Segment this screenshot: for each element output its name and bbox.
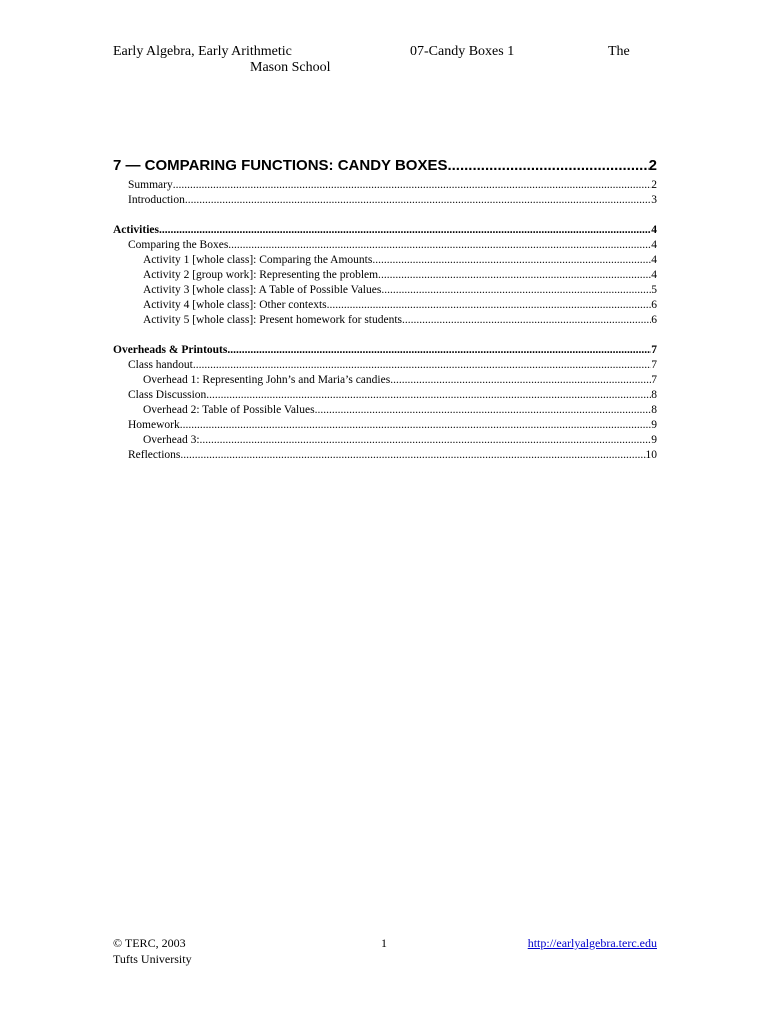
toc-entry-activity-3[interactable]: [113, 283, 657, 298]
toc-entry-overheads[interactable]: [113, 343, 657, 358]
footer-website-link[interactable]: http://earlyalgebra.terc.edu: [527, 936, 657, 950]
toc-leader-dots: [185, 193, 651, 208]
toc-leader-dots: [447, 156, 648, 176]
toc-entry-title: Activity 2 [group work]: Representing the problem.: [143, 269, 381, 281]
toc-entry-page: 9: [651, 419, 657, 431]
toc-entry-title: Introduction: [128, 194, 185, 206]
toc-entry-comparing-boxes[interactable]: [113, 238, 657, 253]
toc-entry-page: 7: [651, 359, 657, 371]
toc-leader-dots: [173, 178, 652, 193]
toc-entry-overhead-1[interactable]: [113, 373, 657, 388]
toc-entry-summary[interactable]: [113, 178, 657, 193]
toc-entry-title: Overhead 1: Representing John’s and Maria’s candies: [143, 374, 391, 386]
toc-entry-title: Summary: [128, 179, 173, 191]
toc-entry-title: Activities: [113, 224, 159, 236]
toc-leader-dots: [327, 298, 652, 313]
toc-entry-title: Comparing the Boxes: [128, 239, 229, 251]
toc-entry-introduction[interactable]: [113, 193, 657, 208]
toc-entry-page: 4: [651, 239, 657, 251]
toc-entry-title: Reflections: [128, 449, 181, 461]
toc-leader-dots: [200, 433, 652, 448]
toc-entry-page: 3: [651, 194, 657, 206]
toc-entry-page: 9: [651, 434, 657, 446]
toc-leader-dots: [381, 268, 651, 283]
toc-leader-dots: [402, 313, 651, 328]
toc-entry-overhead-2[interactable]: [113, 403, 657, 418]
toc-entry-title: Activity 4 [whole class]: Other contexts: [143, 299, 327, 311]
toc-entry-page: 7: [651, 344, 657, 356]
toc-entry-page: 10: [645, 449, 657, 461]
page-header: [113, 44, 653, 84]
toc-entry-activity-2[interactable]: [113, 268, 657, 283]
toc-leader-dots: [228, 238, 651, 253]
toc-entry-page: 7: [651, 374, 657, 386]
toc-entry-activity-4[interactable]: [113, 298, 657, 313]
toc-entry-page: 4: [651, 269, 657, 281]
toc-chapter-entry[interactable]: [113, 156, 657, 176]
toc-entry-title: Activity 5 [whole class]: Present homework for students: [143, 314, 403, 326]
toc-entry-page: 2: [651, 179, 657, 191]
toc-entry-title: Overhead 3:: [143, 434, 200, 446]
toc-spacer: [113, 208, 657, 223]
header-book-title: Early Algebra, Early Arithmetic: [113, 44, 292, 59]
footer-copyright: © TERC, 2003: [113, 936, 186, 950]
toc-entry-homework[interactable]: [113, 418, 657, 433]
toc-entry-page: 8: [651, 389, 657, 401]
toc-leader-dots: [372, 253, 651, 268]
toc-leader-dots: [180, 448, 645, 463]
toc-entry-title: Activity 1 [whole class]: Comparing the Amounts: [143, 254, 373, 266]
toc-entry-title: Homework: [128, 419, 180, 431]
toc-entry-page: 2: [648, 157, 657, 174]
table-of-contents: [113, 156, 657, 463]
toc-entry-reflections[interactable]: [113, 448, 657, 463]
toc-entry-title: Class Discussion: [128, 389, 207, 401]
toc-leader-dots: [180, 418, 652, 433]
toc-entry-page: 8: [651, 404, 657, 416]
toc-leader-dots: [206, 388, 651, 403]
toc-leader-dots: [227, 343, 651, 358]
toc-leader-dots: [315, 403, 652, 418]
toc-entry-page: 4: [651, 224, 657, 236]
toc-leader-dots: [159, 223, 651, 238]
toc-spacer: [113, 328, 657, 343]
toc-entry-page: 6: [651, 299, 657, 311]
toc-entry-activities[interactable]: [113, 223, 657, 238]
header-unit-title: 07-Candy Boxes 1: [410, 44, 515, 59]
toc-entry-class-discussion[interactable]: [113, 388, 657, 403]
toc-leader-dots: [381, 283, 651, 298]
toc-entry-activity-5[interactable]: [113, 313, 657, 328]
footer-institution: Tufts University: [113, 952, 192, 966]
toc-entry-activity-1[interactable]: [113, 253, 657, 268]
toc-entry-title: Overhead 2: Table of Possible Values: [143, 404, 315, 416]
footer-page-number: 1: [381, 936, 387, 950]
toc-leader-dots: [390, 373, 651, 388]
toc-entry-page: 4: [651, 254, 657, 266]
toc-entry-title: Activity 3 [whole class]: A Table of Possible Values: [143, 284, 382, 296]
toc-entry-page: 6: [651, 314, 657, 326]
toc-entry-class-handout[interactable]: [113, 358, 657, 373]
toc-entry-overhead-3[interactable]: [113, 433, 657, 448]
header-school-second: Mason School: [250, 60, 331, 75]
toc-entry-title: 7 — COMPARING FUNCTIONS: CANDY BOXES: [113, 157, 448, 174]
toc-leader-dots: [193, 358, 651, 373]
toc-entry-title: Class handout: [128, 359, 193, 371]
header-school-first: The: [608, 44, 630, 59]
toc-entry-title: Overheads & Printouts: [113, 344, 228, 356]
toc-entry-page: 5: [651, 284, 657, 296]
